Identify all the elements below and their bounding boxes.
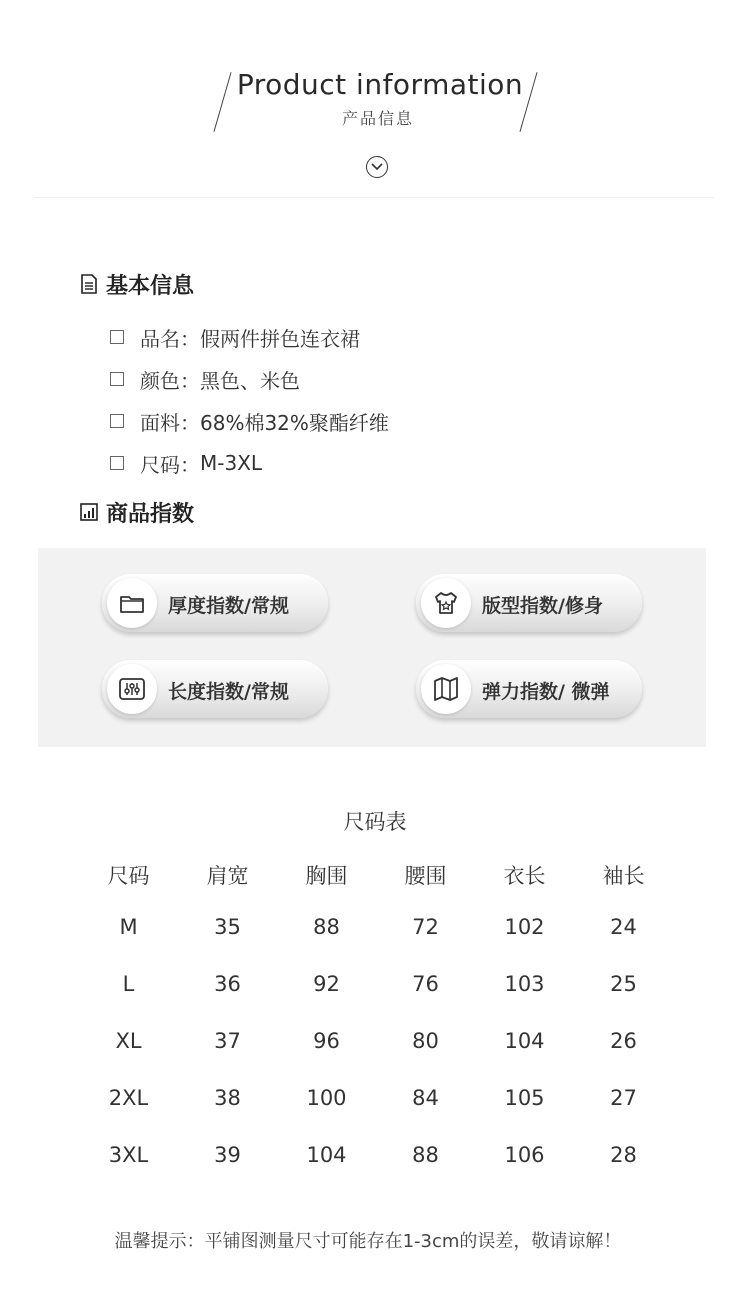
size-table-title: 尺码表	[343, 810, 407, 834]
folder-icon	[118, 589, 146, 617]
bar-chart-icon	[80, 502, 98, 522]
column-header: 腰围	[404, 864, 447, 888]
table-cell: 103	[504, 971, 545, 996]
table-cell: 39	[214, 1142, 241, 1167]
product-info-header	[0, 0, 750, 200]
pill-icon-circle	[107, 578, 157, 628]
table-cell: 104	[306, 1142, 347, 1167]
table-row	[79, 1126, 673, 1183]
thickness-index-pill	[102, 574, 328, 632]
table-row	[79, 898, 673, 955]
checkbox-icon	[110, 456, 124, 470]
table-cell: 36	[214, 971, 241, 996]
table-row	[79, 1012, 673, 1069]
chevron-down-circle-icon	[366, 156, 388, 178]
table-cell: 88	[412, 1142, 439, 1167]
table-cell: XL	[115, 1028, 142, 1053]
product-index-heading-text: 商品指数	[106, 501, 195, 527]
table-cell: 27	[610, 1085, 637, 1110]
column-header: 胸围	[305, 864, 348, 888]
table-cell: 88	[313, 914, 340, 939]
table-cell: 72	[412, 914, 439, 939]
column-header: 尺码	[107, 864, 150, 888]
checkbox-icon	[110, 414, 124, 428]
table-cell: 37	[214, 1028, 241, 1053]
info-label: 颜色：	[140, 368, 200, 393]
column-header: 衣长	[503, 864, 546, 888]
info-value: 68%棉32%聚酯纤维	[200, 410, 389, 435]
sliders-icon	[118, 675, 146, 703]
table-cell: 96	[313, 1028, 340, 1053]
folded-map-icon	[432, 675, 460, 703]
pill-label: 版型指数/修身	[482, 595, 603, 617]
table-cell: 102	[504, 914, 545, 939]
column-header: 肩宽	[206, 864, 249, 888]
table-cell: 25	[610, 971, 637, 996]
list-item	[110, 358, 389, 400]
list-item	[110, 442, 389, 484]
document-icon	[80, 274, 98, 294]
basic-info-list	[110, 316, 389, 484]
list-item	[110, 400, 389, 442]
table-cell: 92	[313, 971, 340, 996]
table-cell: 106	[504, 1142, 545, 1167]
checkbox-icon	[110, 372, 124, 386]
basic-info-heading	[80, 270, 194, 298]
info-label: 面料：	[140, 410, 200, 435]
product-index-heading	[80, 498, 194, 526]
pill-icon-circle	[421, 664, 471, 714]
table-cell: 105	[504, 1085, 545, 1110]
table-cell: 104	[504, 1028, 545, 1053]
table-header-row	[79, 860, 673, 898]
table-cell: 100	[306, 1085, 347, 1110]
measurement-note: 温馨提示：平铺图测量尺寸可能存在1-3cm的误差，敬请谅解！	[114, 1231, 622, 1252]
table-cell: 84	[412, 1085, 439, 1110]
table-cell: 26	[610, 1028, 637, 1053]
fit-index-pill	[416, 574, 642, 632]
table-cell: 76	[412, 971, 439, 996]
pill-label: 弹力指数/ 微弹	[482, 681, 610, 703]
header-title: Product information	[236, 68, 524, 101]
header-divider	[34, 197, 714, 198]
info-label: 尺码：	[140, 452, 200, 477]
size-table	[79, 860, 673, 1183]
info-value: M-3XL	[200, 451, 263, 475]
table-cell: 24	[610, 914, 637, 939]
pill-icon-circle	[421, 578, 471, 628]
length-index-pill	[102, 660, 328, 718]
table-cell: M	[119, 914, 138, 939]
basic-info-heading-text: 基本信息	[106, 273, 195, 299]
table-row	[79, 1069, 673, 1126]
info-value: 黑色、米色	[200, 368, 300, 393]
product-index-panel	[38, 548, 706, 747]
checkbox-icon	[110, 330, 124, 344]
pill-icon-circle	[107, 664, 157, 714]
table-cell: 2XL	[108, 1085, 149, 1110]
pill-label: 厚度指数/常规	[168, 595, 289, 617]
table-cell: L	[122, 971, 135, 996]
info-value: 假两件拼色连衣裙	[200, 326, 360, 351]
table-cell: 3XL	[108, 1142, 149, 1167]
table-cell: 35	[214, 914, 241, 939]
table-cell: 80	[412, 1028, 439, 1053]
column-header: 袖长	[602, 864, 645, 888]
tshirt-icon	[432, 589, 460, 617]
pill-label: 长度指数/常规	[168, 681, 289, 703]
elasticity-index-pill	[416, 660, 642, 718]
table-cell: 38	[214, 1085, 241, 1110]
list-item	[110, 316, 389, 358]
table-cell: 28	[610, 1142, 637, 1167]
table-row	[79, 955, 673, 1012]
header-subtitle: 产品信息	[341, 109, 414, 128]
info-label: 品名：	[140, 326, 200, 351]
